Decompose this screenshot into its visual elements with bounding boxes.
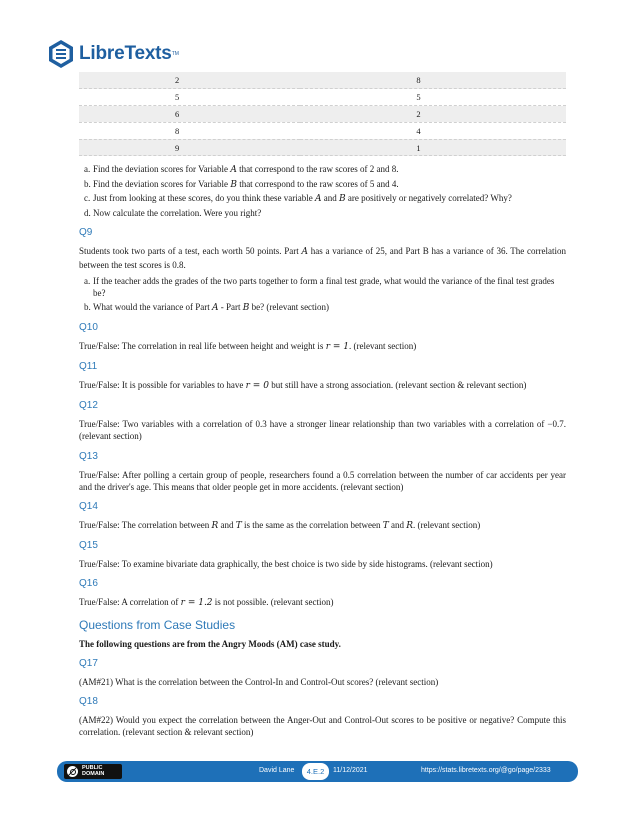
- table-cell: 4: [300, 122, 566, 139]
- list-item: a. If the teacher adds the grades of the two parts together to form a final test grade, what would the variance of the final test grades be?: [84, 275, 555, 298]
- page-footer: [57, 761, 578, 782]
- case-studies-heading: Questions from Case Studies: [79, 617, 236, 632]
- table-cell: 5: [300, 89, 566, 106]
- list-item: d. Now calculate the correlation. Were you right?: [84, 208, 262, 219]
- footer-url[interactable]: https://stats.libretexts.org/@go/page/2333: [421, 767, 551, 774]
- q8-subquestions: [79, 163, 566, 219]
- q15-text: True/False: To examine bivariate data graphically, the best choice is two side by side histograms. (relevant section): [79, 559, 493, 570]
- q16-text: True/False: A correlation of r = 1.2 is not possible. (relevant section): [79, 597, 334, 609]
- table-row: [79, 72, 566, 89]
- logo-trademark: TM: [171, 51, 179, 57]
- q12-heading: Q12: [79, 400, 98, 412]
- q14-heading: Q14: [79, 501, 98, 513]
- q16-heading: Q16: [79, 578, 98, 590]
- q9-heading: Q9: [79, 227, 93, 239]
- table-cell: 9: [79, 139, 300, 156]
- q10-heading: Q10: [79, 321, 98, 333]
- list-item: c. Just from looking at these scores, do you think these variable A and B are positively or negatively correlated? Why?: [84, 193, 512, 205]
- list-item: a. Find the deviation scores for Variable A that correspond to the raw scores of 2 and 8.: [84, 164, 399, 175]
- q17-text: (AM#21) What is the correlation between the Control-In and Control-Out scores? (relevant section): [79, 676, 439, 687]
- table-row: [79, 122, 566, 139]
- q9-text: Students took two parts of a test, each worth 50 points. Part A has a variance of 25, and Part B has a variance of 36. The correlation between the test scores is 0.8.: [79, 246, 567, 270]
- table-cell: 8: [79, 122, 300, 139]
- table-cell: 2: [79, 72, 300, 89]
- footer-date: 11/12/2021: [333, 767, 368, 774]
- footer-author: David Lane: [259, 767, 295, 774]
- license-line-1: PUBLIC: [82, 764, 103, 771]
- table-cell: 6: [79, 106, 300, 123]
- q15-heading: Q15: [79, 540, 98, 552]
- table-cell: 8: [300, 72, 566, 89]
- public-domain-badge[interactable]: [64, 764, 122, 779]
- q11-text: True/False: It is possible for variables to have r = 0 but still have a strong association. (relevant section & relevant section): [79, 380, 527, 392]
- footer-page-number: 4.E.2: [302, 763, 329, 780]
- list-item: b. Find the deviation scores for Variable B that correspond to the raw scores of 5 and 4.: [84, 178, 399, 190]
- q12-text: True/False: Two variables with a correlation of 0.3 have a stronger linear relationship than two variables with a correlation of −0.7. (relevant section): [79, 419, 566, 442]
- libretexts-logo[interactable]: [47, 38, 179, 70]
- table-row: [79, 89, 566, 106]
- q10-text: True/False: The correlation in real life between height and weight is r = 1. (relevant section): [79, 340, 417, 352]
- q11-heading: Q11: [79, 361, 98, 373]
- license-line-2: DOMAIN: [82, 770, 105, 777]
- q9-subquestions: [79, 275, 566, 314]
- q18-heading: Q18: [79, 696, 98, 708]
- data-table: [79, 72, 566, 156]
- q13-heading: Q13: [79, 450, 98, 462]
- table-cell: 2: [300, 106, 566, 123]
- table-cell: 1: [300, 139, 566, 156]
- table-row: [79, 106, 566, 123]
- public-domain-icon: [67, 766, 78, 777]
- case-studies-intro: The following questions are from the Angry Moods (AM) case study.: [79, 638, 341, 649]
- q18-text: (AM#22) Would you expect the correlation between the Anger-Out and Control-Out scores to be positive or negative? Compute this correlation. (relevant section & relevant section): [79, 715, 566, 738]
- page-content: [79, 163, 566, 740]
- list-item: b. What would the variance of Part A - Part B be? (relevant section): [84, 301, 330, 313]
- libretexts-logo-icon: [47, 39, 75, 69]
- q13-text: True/False: After polling a certain group of people, researchers found a 0.5 correlation between the number of car accidents per year and the driver's age. This means that older people get in more accidents. (relevant section): [79, 469, 566, 492]
- logo-text: LibreTexts: [79, 43, 172, 64]
- q14-text: True/False: The correlation between R and T is the same as the correlation between T and R. (relevant section): [79, 520, 481, 532]
- table-cell: 5: [79, 89, 300, 106]
- q17-heading: Q17: [79, 657, 98, 669]
- table-row: [79, 139, 566, 156]
